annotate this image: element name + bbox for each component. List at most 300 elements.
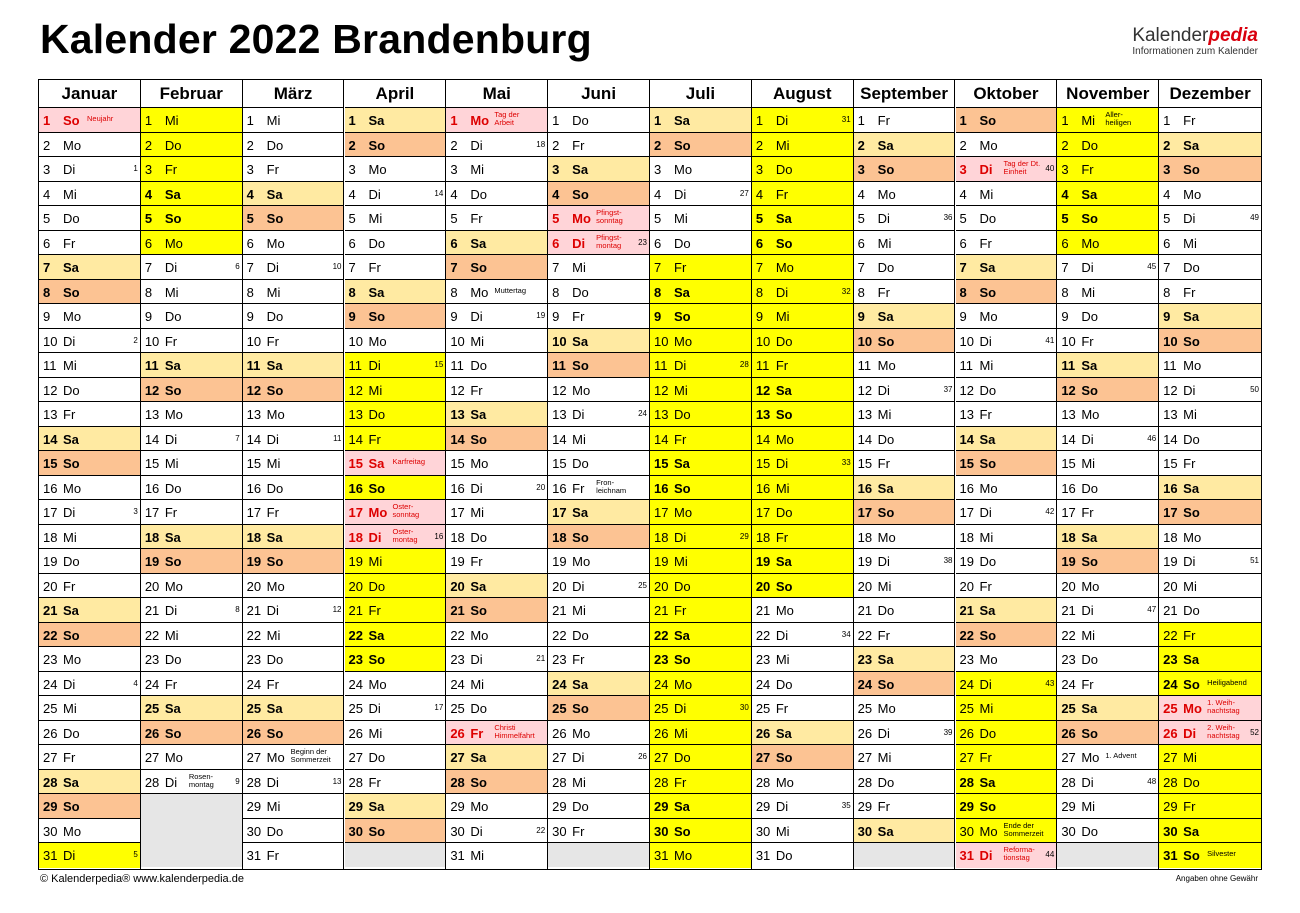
day-cell[interactable] bbox=[1057, 280, 1158, 305]
day-cell[interactable] bbox=[956, 696, 1057, 721]
day-cell[interactable] bbox=[650, 231, 751, 256]
day-cell[interactable] bbox=[141, 696, 242, 721]
day-cell[interactable] bbox=[650, 770, 751, 795]
day-cell[interactable] bbox=[548, 280, 649, 305]
day-cell[interactable] bbox=[1159, 329, 1261, 354]
day-cell[interactable] bbox=[243, 721, 344, 746]
day-cell[interactable] bbox=[1159, 696, 1261, 721]
day-cell[interactable] bbox=[39, 427, 140, 452]
day-cell[interactable] bbox=[854, 721, 955, 746]
day-cell[interactable] bbox=[345, 427, 446, 452]
day-cell[interactable] bbox=[854, 353, 955, 378]
day-cell[interactable] bbox=[854, 402, 955, 427]
day-cell[interactable] bbox=[650, 647, 751, 672]
day-cell[interactable] bbox=[752, 280, 853, 305]
day-cell[interactable] bbox=[650, 598, 751, 623]
day-cell[interactable] bbox=[141, 476, 242, 501]
day-cell[interactable] bbox=[141, 672, 242, 697]
day-cell[interactable] bbox=[854, 525, 955, 550]
day-cell[interactable] bbox=[956, 329, 1057, 354]
day-cell[interactable] bbox=[243, 819, 344, 844]
day-cell[interactable] bbox=[752, 745, 853, 770]
day-cell[interactable] bbox=[854, 794, 955, 819]
day-cell[interactable] bbox=[1159, 280, 1261, 305]
day-cell[interactable] bbox=[752, 696, 853, 721]
day-cell[interactable] bbox=[956, 721, 1057, 746]
day-cell[interactable] bbox=[243, 255, 344, 280]
day-cell[interactable] bbox=[956, 427, 1057, 452]
day-cell[interactable] bbox=[446, 157, 547, 182]
day-cell[interactable] bbox=[141, 721, 242, 746]
day-cell[interactable] bbox=[39, 672, 140, 697]
day-cell[interactable] bbox=[39, 329, 140, 354]
day-cell[interactable] bbox=[141, 525, 242, 550]
day-cell[interactable] bbox=[39, 206, 140, 231]
day-cell[interactable] bbox=[854, 549, 955, 574]
day-cell[interactable] bbox=[548, 182, 649, 207]
day-cell[interactable] bbox=[1057, 819, 1158, 844]
day-cell[interactable] bbox=[141, 231, 242, 256]
day-cell[interactable] bbox=[345, 476, 446, 501]
day-cell[interactable] bbox=[1159, 402, 1261, 427]
day-cell[interactable] bbox=[243, 157, 344, 182]
day-cell[interactable] bbox=[1159, 598, 1261, 623]
day-cell[interactable] bbox=[243, 574, 344, 599]
day-cell[interactable] bbox=[243, 500, 344, 525]
day-cell[interactable] bbox=[956, 157, 1057, 182]
day-cell[interactable] bbox=[650, 304, 751, 329]
day-cell[interactable] bbox=[1159, 819, 1261, 844]
day-cell[interactable] bbox=[1159, 794, 1261, 819]
day-cell[interactable] bbox=[243, 525, 344, 550]
day-cell[interactable] bbox=[548, 329, 649, 354]
day-cell[interactable] bbox=[1057, 574, 1158, 599]
day-cell[interactable] bbox=[1159, 451, 1261, 476]
day-cell[interactable] bbox=[446, 182, 547, 207]
day-cell[interactable] bbox=[548, 476, 649, 501]
day-cell[interactable] bbox=[446, 133, 547, 158]
day-cell[interactable] bbox=[243, 206, 344, 231]
day-cell[interactable] bbox=[956, 451, 1057, 476]
day-cell[interactable] bbox=[650, 476, 751, 501]
day-cell[interactable] bbox=[650, 451, 751, 476]
day-cell[interactable] bbox=[956, 133, 1057, 158]
day-cell[interactable] bbox=[1057, 182, 1158, 207]
day-cell[interactable] bbox=[854, 647, 955, 672]
day-cell[interactable] bbox=[345, 108, 446, 133]
day-cell[interactable] bbox=[752, 133, 853, 158]
day-cell[interactable] bbox=[956, 745, 1057, 770]
day-cell[interactable] bbox=[548, 770, 649, 795]
day-cell[interactable] bbox=[141, 500, 242, 525]
day-cell[interactable] bbox=[39, 378, 140, 403]
day-cell[interactable] bbox=[548, 549, 649, 574]
day-cell[interactable] bbox=[650, 819, 751, 844]
day-cell[interactable] bbox=[446, 500, 547, 525]
day-cell[interactable] bbox=[446, 574, 547, 599]
day-cell[interactable] bbox=[141, 133, 242, 158]
day-cell[interactable] bbox=[1159, 378, 1261, 403]
day-cell[interactable] bbox=[956, 304, 1057, 329]
day-cell[interactable] bbox=[956, 794, 1057, 819]
day-cell[interactable] bbox=[141, 280, 242, 305]
day-cell[interactable] bbox=[1159, 108, 1261, 133]
day-cell[interactable] bbox=[854, 476, 955, 501]
day-cell[interactable] bbox=[956, 500, 1057, 525]
day-cell[interactable] bbox=[243, 745, 344, 770]
day-cell[interactable] bbox=[1159, 721, 1261, 746]
day-cell[interactable] bbox=[141, 745, 242, 770]
day-cell[interactable] bbox=[956, 206, 1057, 231]
day-cell[interactable] bbox=[1057, 427, 1158, 452]
day-cell[interactable] bbox=[752, 525, 853, 550]
day-cell[interactable] bbox=[446, 721, 547, 746]
day-cell[interactable] bbox=[854, 280, 955, 305]
day-cell[interactable] bbox=[548, 427, 649, 452]
day-cell[interactable] bbox=[956, 353, 1057, 378]
day-cell[interactable] bbox=[39, 745, 140, 770]
day-cell[interactable] bbox=[956, 378, 1057, 403]
day-cell[interactable] bbox=[650, 378, 751, 403]
day-cell[interactable] bbox=[141, 329, 242, 354]
day-cell[interactable] bbox=[752, 574, 853, 599]
day-cell[interactable] bbox=[1159, 647, 1261, 672]
day-cell[interactable] bbox=[243, 770, 344, 795]
day-cell[interactable] bbox=[345, 353, 446, 378]
day-cell[interactable] bbox=[650, 574, 751, 599]
day-cell[interactable] bbox=[956, 108, 1057, 133]
day-cell[interactable] bbox=[1057, 402, 1158, 427]
day-cell[interactable] bbox=[345, 721, 446, 746]
day-cell[interactable] bbox=[1159, 549, 1261, 574]
day-cell[interactable] bbox=[752, 353, 853, 378]
day-cell[interactable] bbox=[854, 696, 955, 721]
day-cell[interactable] bbox=[39, 647, 140, 672]
day-cell[interactable] bbox=[446, 672, 547, 697]
day-cell[interactable] bbox=[446, 427, 547, 452]
day-cell[interactable] bbox=[956, 647, 1057, 672]
day-cell[interactable] bbox=[752, 108, 853, 133]
day-cell[interactable] bbox=[854, 427, 955, 452]
day-cell[interactable] bbox=[548, 451, 649, 476]
day-cell[interactable] bbox=[650, 255, 751, 280]
day-cell[interactable] bbox=[854, 819, 955, 844]
day-cell[interactable] bbox=[345, 255, 446, 280]
day-cell[interactable] bbox=[956, 280, 1057, 305]
day-cell[interactable] bbox=[854, 133, 955, 158]
day-cell[interactable] bbox=[141, 378, 242, 403]
day-cell[interactable] bbox=[1057, 108, 1158, 133]
day-cell[interactable] bbox=[39, 402, 140, 427]
day-cell[interactable] bbox=[345, 525, 446, 550]
day-cell[interactable] bbox=[1057, 133, 1158, 158]
day-cell[interactable] bbox=[243, 231, 344, 256]
day-cell[interactable] bbox=[854, 182, 955, 207]
day-cell[interactable] bbox=[446, 745, 547, 770]
day-cell[interactable] bbox=[1057, 378, 1158, 403]
day-cell[interactable] bbox=[1057, 304, 1158, 329]
day-cell[interactable] bbox=[345, 794, 446, 819]
day-cell[interactable] bbox=[39, 133, 140, 158]
day-cell[interactable] bbox=[854, 108, 955, 133]
day-cell[interactable] bbox=[752, 157, 853, 182]
day-cell[interactable] bbox=[854, 304, 955, 329]
day-cell[interactable] bbox=[141, 353, 242, 378]
day-cell[interactable] bbox=[243, 378, 344, 403]
day-cell[interactable] bbox=[39, 549, 140, 574]
day-cell[interactable] bbox=[548, 598, 649, 623]
day-cell[interactable] bbox=[39, 721, 140, 746]
day-cell[interactable] bbox=[243, 427, 344, 452]
day-cell[interactable] bbox=[243, 476, 344, 501]
day-cell[interactable] bbox=[39, 451, 140, 476]
day-cell[interactable] bbox=[1057, 206, 1158, 231]
day-cell[interactable] bbox=[956, 182, 1057, 207]
day-cell[interactable] bbox=[752, 647, 853, 672]
day-cell[interactable] bbox=[854, 672, 955, 697]
day-cell[interactable] bbox=[243, 623, 344, 648]
day-cell[interactable] bbox=[345, 304, 446, 329]
day-cell[interactable] bbox=[243, 696, 344, 721]
day-cell[interactable] bbox=[345, 770, 446, 795]
day-cell[interactable] bbox=[1057, 770, 1158, 795]
day-cell[interactable] bbox=[752, 255, 853, 280]
day-cell[interactable] bbox=[548, 353, 649, 378]
day-cell[interactable] bbox=[1057, 598, 1158, 623]
day-cell[interactable] bbox=[956, 231, 1057, 256]
day-cell[interactable] bbox=[548, 525, 649, 550]
day-cell[interactable] bbox=[1057, 696, 1158, 721]
day-cell[interactable] bbox=[446, 696, 547, 721]
day-cell[interactable] bbox=[446, 255, 547, 280]
day-cell[interactable] bbox=[446, 647, 547, 672]
day-cell[interactable] bbox=[1159, 304, 1261, 329]
day-cell[interactable] bbox=[854, 329, 955, 354]
day-cell[interactable] bbox=[39, 157, 140, 182]
day-cell[interactable] bbox=[854, 770, 955, 795]
day-cell[interactable] bbox=[956, 476, 1057, 501]
day-cell[interactable] bbox=[39, 574, 140, 599]
day-cell[interactable] bbox=[650, 280, 751, 305]
day-cell[interactable] bbox=[548, 672, 649, 697]
day-cell[interactable] bbox=[752, 843, 853, 868]
day-cell[interactable] bbox=[345, 280, 446, 305]
day-cell[interactable] bbox=[956, 770, 1057, 795]
day-cell[interactable] bbox=[141, 427, 242, 452]
day-cell[interactable] bbox=[243, 133, 344, 158]
day-cell[interactable] bbox=[1159, 525, 1261, 550]
day-cell[interactable] bbox=[243, 549, 344, 574]
day-cell[interactable] bbox=[345, 157, 446, 182]
day-cell[interactable] bbox=[1057, 549, 1158, 574]
day-cell[interactable] bbox=[446, 353, 547, 378]
day-cell[interactable] bbox=[345, 182, 446, 207]
day-cell[interactable] bbox=[243, 794, 344, 819]
day-cell[interactable] bbox=[548, 206, 649, 231]
day-cell[interactable] bbox=[243, 647, 344, 672]
day-cell[interactable] bbox=[446, 794, 547, 819]
day-cell[interactable] bbox=[39, 353, 140, 378]
day-cell[interactable] bbox=[1057, 500, 1158, 525]
day-cell[interactable] bbox=[854, 378, 955, 403]
day-cell[interactable] bbox=[446, 304, 547, 329]
day-cell[interactable] bbox=[446, 525, 547, 550]
day-cell[interactable] bbox=[548, 696, 649, 721]
day-cell[interactable] bbox=[650, 525, 751, 550]
day-cell[interactable] bbox=[1057, 794, 1158, 819]
day-cell[interactable] bbox=[446, 280, 547, 305]
day-cell[interactable] bbox=[752, 623, 853, 648]
day-cell[interactable] bbox=[1159, 770, 1261, 795]
day-cell[interactable] bbox=[548, 133, 649, 158]
day-cell[interactable] bbox=[1057, 721, 1158, 746]
day-cell[interactable] bbox=[752, 500, 853, 525]
day-cell[interactable] bbox=[854, 255, 955, 280]
day-cell[interactable] bbox=[1159, 353, 1261, 378]
day-cell[interactable] bbox=[752, 378, 853, 403]
day-cell[interactable] bbox=[243, 280, 344, 305]
day-cell[interactable] bbox=[345, 672, 446, 697]
day-cell[interactable] bbox=[141, 157, 242, 182]
day-cell[interactable] bbox=[650, 843, 751, 868]
day-cell[interactable] bbox=[650, 500, 751, 525]
day-cell[interactable] bbox=[39, 623, 140, 648]
day-cell[interactable] bbox=[548, 304, 649, 329]
day-cell[interactable] bbox=[548, 378, 649, 403]
day-cell[interactable] bbox=[141, 598, 242, 623]
day-cell[interactable] bbox=[1159, 672, 1261, 697]
day-cell[interactable] bbox=[1159, 843, 1261, 868]
day-cell[interactable] bbox=[752, 794, 853, 819]
day-cell[interactable] bbox=[1159, 157, 1261, 182]
day-cell[interactable] bbox=[752, 672, 853, 697]
day-cell[interactable] bbox=[650, 329, 751, 354]
day-cell[interactable] bbox=[243, 402, 344, 427]
day-cell[interactable] bbox=[1159, 745, 1261, 770]
day-cell[interactable] bbox=[956, 623, 1057, 648]
day-cell[interactable] bbox=[548, 402, 649, 427]
day-cell[interactable] bbox=[1159, 231, 1261, 256]
day-cell[interactable] bbox=[39, 598, 140, 623]
day-cell[interactable] bbox=[650, 402, 751, 427]
day-cell[interactable] bbox=[752, 476, 853, 501]
day-cell[interactable] bbox=[548, 819, 649, 844]
day-cell[interactable] bbox=[141, 402, 242, 427]
day-cell[interactable] bbox=[1057, 157, 1158, 182]
day-cell[interactable] bbox=[650, 623, 751, 648]
day-cell[interactable] bbox=[1057, 745, 1158, 770]
day-cell[interactable] bbox=[854, 598, 955, 623]
day-cell[interactable] bbox=[345, 133, 446, 158]
day-cell[interactable] bbox=[752, 402, 853, 427]
day-cell[interactable] bbox=[1057, 255, 1158, 280]
day-cell[interactable] bbox=[39, 770, 140, 795]
day-cell[interactable] bbox=[39, 843, 140, 868]
day-cell[interactable] bbox=[956, 549, 1057, 574]
day-cell[interactable] bbox=[446, 843, 547, 868]
day-cell[interactable] bbox=[39, 182, 140, 207]
day-cell[interactable] bbox=[548, 574, 649, 599]
day-cell[interactable] bbox=[854, 623, 955, 648]
day-cell[interactable] bbox=[956, 819, 1057, 844]
day-cell[interactable] bbox=[446, 231, 547, 256]
day-cell[interactable] bbox=[141, 108, 242, 133]
day-cell[interactable] bbox=[956, 255, 1057, 280]
day-cell[interactable] bbox=[650, 794, 751, 819]
day-cell[interactable] bbox=[752, 721, 853, 746]
day-cell[interactable] bbox=[548, 231, 649, 256]
day-cell[interactable] bbox=[39, 794, 140, 819]
day-cell[interactable] bbox=[345, 231, 446, 256]
day-cell[interactable] bbox=[956, 598, 1057, 623]
day-cell[interactable] bbox=[956, 672, 1057, 697]
day-cell[interactable] bbox=[1159, 500, 1261, 525]
day-cell[interactable] bbox=[548, 721, 649, 746]
day-cell[interactable] bbox=[650, 206, 751, 231]
day-cell[interactable] bbox=[446, 206, 547, 231]
day-cell[interactable] bbox=[39, 476, 140, 501]
day-cell[interactable] bbox=[548, 794, 649, 819]
day-cell[interactable] bbox=[752, 206, 853, 231]
day-cell[interactable] bbox=[1159, 574, 1261, 599]
day-cell[interactable] bbox=[752, 598, 853, 623]
day-cell[interactable] bbox=[345, 378, 446, 403]
day-cell[interactable] bbox=[956, 525, 1057, 550]
day-cell[interactable] bbox=[854, 206, 955, 231]
day-cell[interactable] bbox=[1057, 329, 1158, 354]
day-cell[interactable] bbox=[39, 500, 140, 525]
day-cell[interactable] bbox=[39, 819, 140, 844]
day-cell[interactable] bbox=[854, 157, 955, 182]
day-cell[interactable] bbox=[141, 549, 242, 574]
day-cell[interactable] bbox=[854, 574, 955, 599]
day-cell[interactable] bbox=[752, 231, 853, 256]
day-cell[interactable] bbox=[854, 500, 955, 525]
day-cell[interactable] bbox=[548, 745, 649, 770]
day-cell[interactable] bbox=[141, 255, 242, 280]
day-cell[interactable] bbox=[752, 427, 853, 452]
day-cell[interactable] bbox=[548, 255, 649, 280]
day-cell[interactable] bbox=[1159, 182, 1261, 207]
day-cell[interactable] bbox=[752, 451, 853, 476]
day-cell[interactable] bbox=[243, 843, 344, 868]
day-cell[interactable] bbox=[752, 182, 853, 207]
day-cell[interactable] bbox=[345, 745, 446, 770]
day-cell[interactable] bbox=[345, 206, 446, 231]
day-cell[interactable] bbox=[752, 549, 853, 574]
day-cell[interactable] bbox=[1159, 427, 1261, 452]
day-cell[interactable] bbox=[1057, 476, 1158, 501]
day-cell[interactable] bbox=[1057, 451, 1158, 476]
day-cell[interactable] bbox=[141, 647, 242, 672]
day-cell[interactable] bbox=[345, 623, 446, 648]
day-cell[interactable] bbox=[345, 819, 446, 844]
day-cell[interactable] bbox=[345, 402, 446, 427]
day-cell[interactable] bbox=[345, 451, 446, 476]
day-cell[interactable] bbox=[650, 721, 751, 746]
day-cell[interactable] bbox=[1159, 476, 1261, 501]
day-cell[interactable] bbox=[1159, 255, 1261, 280]
day-cell[interactable] bbox=[548, 647, 649, 672]
day-cell[interactable] bbox=[141, 206, 242, 231]
day-cell[interactable] bbox=[446, 476, 547, 501]
day-cell[interactable] bbox=[1057, 647, 1158, 672]
day-cell[interactable] bbox=[548, 500, 649, 525]
day-cell[interactable] bbox=[345, 598, 446, 623]
day-cell[interactable] bbox=[446, 451, 547, 476]
day-cell[interactable] bbox=[39, 525, 140, 550]
day-cell[interactable] bbox=[956, 843, 1057, 868]
